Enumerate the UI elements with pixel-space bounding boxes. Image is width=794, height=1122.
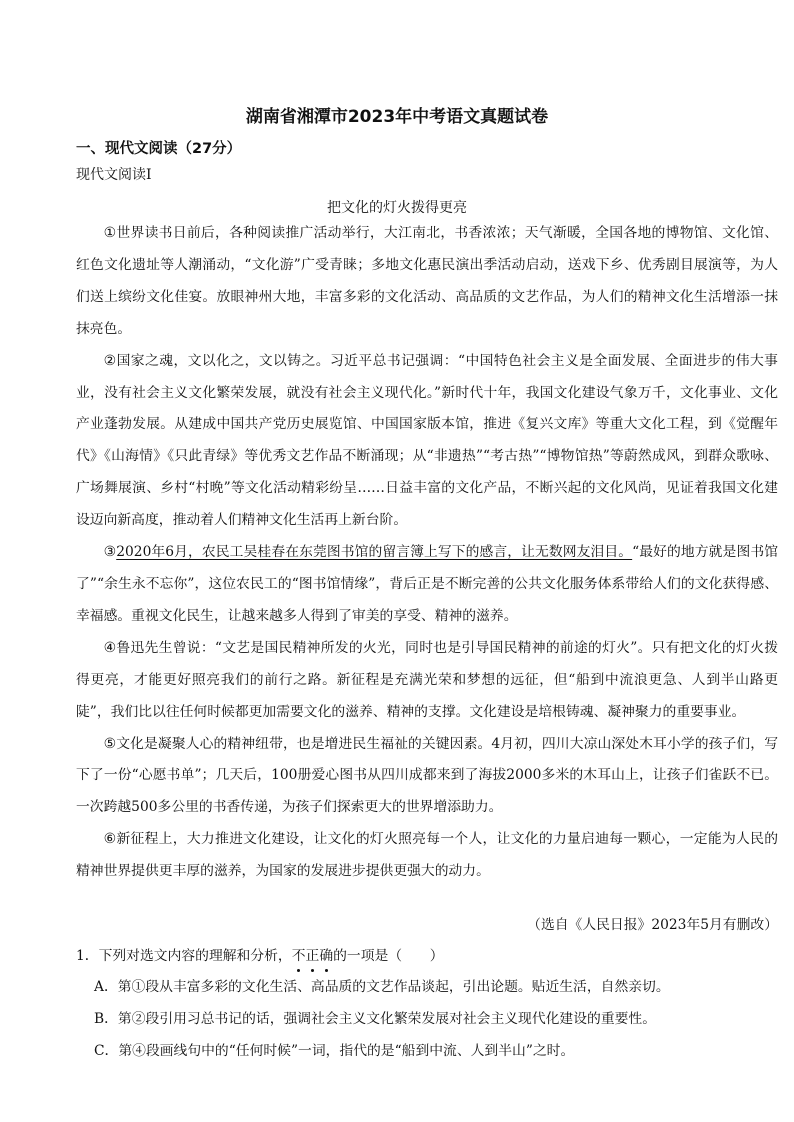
paragraph-text: 新征程上，大力推进文化建设，让文化的灯火照亮每一个人，让文化的力量启迪每一颗心，一定能为人民的精神世界提供更丰厚的滋养，为国家的发展进步提供更强大的动力。 <box>76 831 778 880</box>
paragraph-number: ① <box>103 225 117 241</box>
paragraph-number: ④ <box>103 639 117 656</box>
paragraph-4 <box>76 633 778 729</box>
option-b: B．第②段引用习总书记的话，强调社会主义文化繁荣发展对社会主义现代化建设的重要性。 <box>94 1011 657 1027</box>
article-source: （选自《人民日报》2023年5月有删改） <box>527 917 778 933</box>
paragraph-3 <box>76 537 778 633</box>
underlined-sentence: 2020年6月，农民工吴桂春在东莞图书馆的留言簿上写下的感言，让无数网友泪目。 <box>116 544 633 561</box>
paragraph-1 <box>76 218 778 346</box>
article-body <box>76 218 778 888</box>
paragraph-6 <box>76 824 778 888</box>
exam-title: 湖南省湘潭市2023年中考语文真题试卷 <box>245 107 549 127</box>
paragraph-number: ⑥ <box>103 831 117 848</box>
section-heading: 一、现代文阅读（27分） <box>76 141 242 157</box>
paragraph-text: 国家之魂，文以化之，文以铸之。习近平总书记强调：“中国特色社会主义是全面发展、全面进步的伟大事业，没有社会主义文化繁荣发展，就没有社会主义现代化。”新时代十年，我国文化建设气象万千，文化事业、文化产业蓬勃发展。从建成中国共产党历史展览馆、中国国家版本馆，推进《复兴文库》等重大文化工程，到《觉醒年代》《山海情》《只此青绿》等优秀文艺作品不断涌现；从“非遗热”“考古热”“博物馆热”等蔚然成风，到群众歌咏、广场舞展演、乡村“村晚”等文化活动精彩纷呈……日益丰富的文化产品，不断兴起的文化风尚，见证着我国文化建设迈向新高度，推动着人们精神文化生活再上新台阶。 <box>76 352 778 529</box>
question-1-stem <box>76 945 778 967</box>
question-suffix: 的一项是（ ） <box>333 948 444 964</box>
article-title: 把文化的灯火拨得更亮 <box>327 200 467 216</box>
emphasis-char: 正 <box>306 945 320 967</box>
paragraph-text: 世界读书日前后，各种阅读推广活动举行，大江南北，书香浓浓；天气渐暖，全国各地的博物馆、文化馆、红色文化遗址等人潮涌动，“文化游”广受青睐；多地文化惠民演出季活动启动，送戏下乡、优秀剧目展演等，为人们送上缤纷文化佳宴。放眼神州大地，丰富多彩的文化活动、高品质的文艺作品，为人们的精神文化生活增添一抹抹亮色。 <box>76 225 778 337</box>
paragraph-text: 文化是凝聚人心的精神纽带，也是增进民生福祉的关键因素。4月初，四川大凉山深处木耳小学的孩子们，写下了一份“心愿书单”；几天后，100册爱心图书从四川成都来到了海拔2000多米的木耳山上，让孩子们雀跃不已。一次跨越500多公里的书香传递，为孩子们探索更大的世界增添助力。 <box>76 735 778 816</box>
paragraph-number: ③ <box>103 544 117 561</box>
emphasis-char: 不 <box>292 945 306 967</box>
paragraph-text: 鲁迅先生曾说：“文艺是国民精神所发的火光，同时也是引导国民精神的前途的灯火”。只有把文化的灯火拨得更亮，才能更好照亮我们的前行之路。新征程是充满光荣和梦想的远征，但“船到中流浪更急、人到半山路更陡”，我们比以往任何时候都更加需要文化的滋养、精神的支撑。文化建设是培根铸魂、凝神聚力的重要事业。 <box>76 639 778 720</box>
paragraph-text: “最好的地方就是图书馆了”“余生永不忘你”，这位农民工的“图书馆情缘”，背后正是不断完善的公共文化服务体系带给人们的文化获得感、幸福感。重视文化民生，让越来越多人得到了审美的享受、精神的滋养。 <box>76 544 778 624</box>
option-a: A．第①段从丰富多彩的文化生活、高品质的文艺作品谈起，引出论题。贴近生活，自然亲切。 <box>94 979 670 995</box>
paragraph-number: ⑤ <box>103 735 117 752</box>
paragraph-2 <box>76 346 778 537</box>
option-c: C．第④段画线句中的“任何时候”一词，指代的是“船到中流、人到半山”之时。 <box>94 1043 575 1059</box>
paragraph-number: ② <box>103 352 117 369</box>
question-prefix: 1．下列对选文内容的理解和分析， <box>76 948 292 964</box>
emphasis-char: 确 <box>319 945 333 967</box>
reading-subheading: 现代文阅读I <box>76 167 152 183</box>
paragraph-5 <box>76 729 778 825</box>
